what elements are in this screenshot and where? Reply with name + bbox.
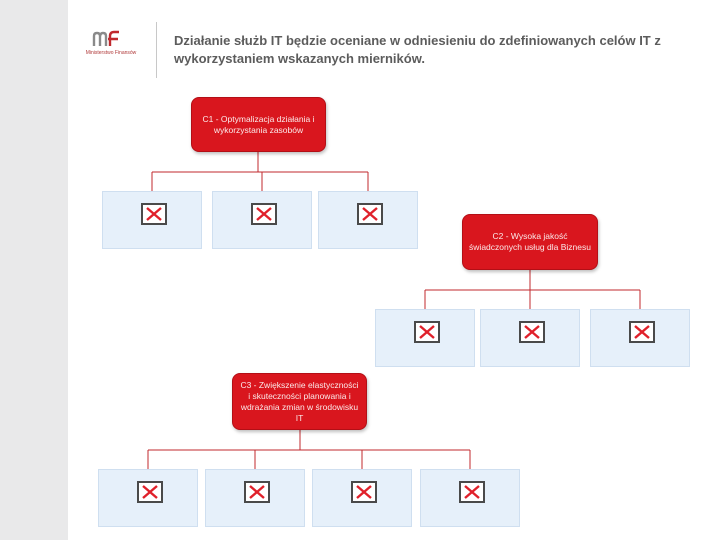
logo-text: Ministerstwo Finansów [85, 50, 137, 56]
metric-c2-3 [590, 309, 690, 367]
broken-image-icon [629, 321, 655, 343]
goal-c3: C3 - Zwiększenie elastyczności i skuteczności planowania i wdrażania zmian w środowisku IT [232, 373, 367, 430]
metric-c2-2 [480, 309, 580, 367]
metric-c3-1 [98, 469, 198, 527]
metric-c3-4 [420, 469, 520, 527]
broken-image-icon [141, 203, 167, 225]
broken-image-icon [244, 481, 270, 503]
broken-image-icon [519, 321, 545, 343]
page-title: Działanie służb IT będzie oceniane w odniesieniu do zdefiniowanych celów IT z wykorzystaniem wskazanych mierników. [174, 33, 661, 66]
goal-c1: C1 - Optymalizacja działania i wykorzystania zasobów [191, 97, 326, 152]
broken-image-icon [414, 321, 440, 343]
metric-c2-1 [375, 309, 475, 367]
metric-c1-3 [318, 191, 418, 249]
broken-image-icon [251, 203, 277, 225]
metric-c3-2 [205, 469, 305, 527]
broken-image-icon [351, 481, 377, 503]
broken-image-icon [459, 481, 485, 503]
broken-image-icon [357, 203, 383, 225]
goal-c2: C2 - Wysoka jakość świadczonych usług dla Biznesu [462, 214, 598, 270]
broken-image-icon [137, 481, 163, 503]
metric-c1-1 [102, 191, 202, 249]
metric-c1-2 [212, 191, 312, 249]
metric-c3-3 [312, 469, 412, 527]
